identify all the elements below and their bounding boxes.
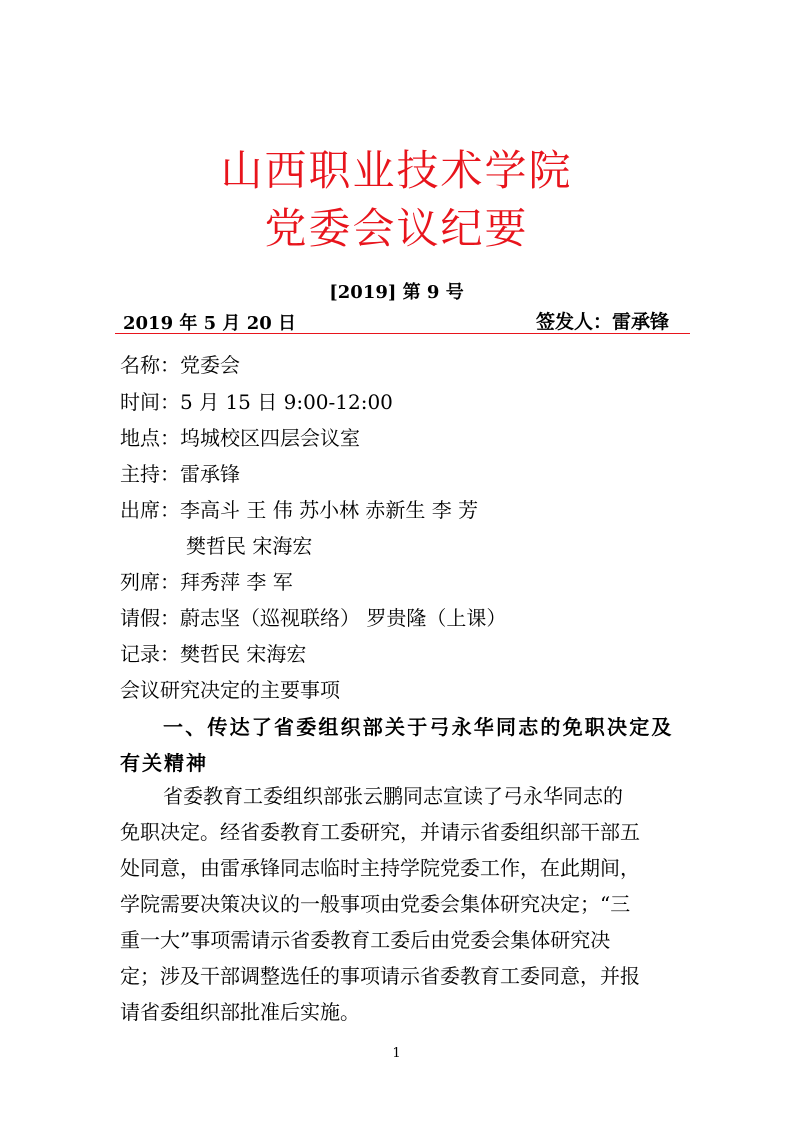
meeting-name: 名称：党委会 bbox=[120, 353, 240, 377]
paragraph-line: 重一大”事项需请示省委教育工委后由党委会集体研究决 bbox=[120, 928, 611, 952]
attendees-line2: 樊哲民 宋海宏 bbox=[186, 534, 313, 558]
item1-heading-line1: 一、传达了省委组织部关于弓永华同志的免职决定及 bbox=[163, 715, 674, 739]
paragraph-line: 定；涉及干部调整选任的事项请示省委教育工委同意，并报 bbox=[120, 964, 640, 988]
issuer: 签发人：雷承锋 bbox=[535, 311, 669, 333]
paragraph-line: 请省委组织部批准后实施。 bbox=[120, 1000, 360, 1024]
page-number: 1 bbox=[392, 1046, 401, 1061]
meeting-place: 地点：坞城校区四层会议室 bbox=[120, 426, 360, 450]
attendees-line1: 出席：李高斗 王 伟 苏小林 赤新生 李 芳 bbox=[120, 498, 479, 522]
paragraph-line: 免职决定。经省委教育工委研究，并请示省委组织部干部五 bbox=[120, 820, 640, 844]
meeting-time: 时间：5 月 15 日 9:00-12:00 bbox=[120, 390, 393, 414]
paragraph-line: 学院需要决策决议的一般事项由党委会集体研究决定；“三 bbox=[120, 892, 631, 916]
recorders: 记录：樊哲民 宋海宏 bbox=[120, 642, 307, 666]
paragraph-line: 处同意，由雷承锋同志临时主持学院党委工作，在此期间， bbox=[120, 856, 640, 880]
document-number: [2019] 第 9 号 bbox=[329, 282, 464, 303]
document-title-line2: 党委会议纪要 bbox=[264, 204, 529, 253]
paragraph-line: 省委教育工委组织部张云鹏同志宣读了弓永华同志的 bbox=[163, 784, 623, 808]
item1-heading-line2: 有关精神 bbox=[120, 751, 208, 775]
observers: 列席：拜秀萍 李 军 bbox=[120, 570, 293, 594]
header-divider bbox=[115, 333, 690, 334]
meeting-host: 主持：雷承锋 bbox=[120, 462, 240, 486]
issue-date: 2019 年 5 月 20 日 bbox=[123, 313, 297, 334]
on-leave: 请假：蔚志坚（巡视联络） 罗贵隆（上课） bbox=[120, 606, 507, 630]
document-title-line1: 山西职业技术学院 bbox=[220, 146, 573, 195]
section-title: 会议研究决定的主要事项 bbox=[120, 678, 340, 702]
